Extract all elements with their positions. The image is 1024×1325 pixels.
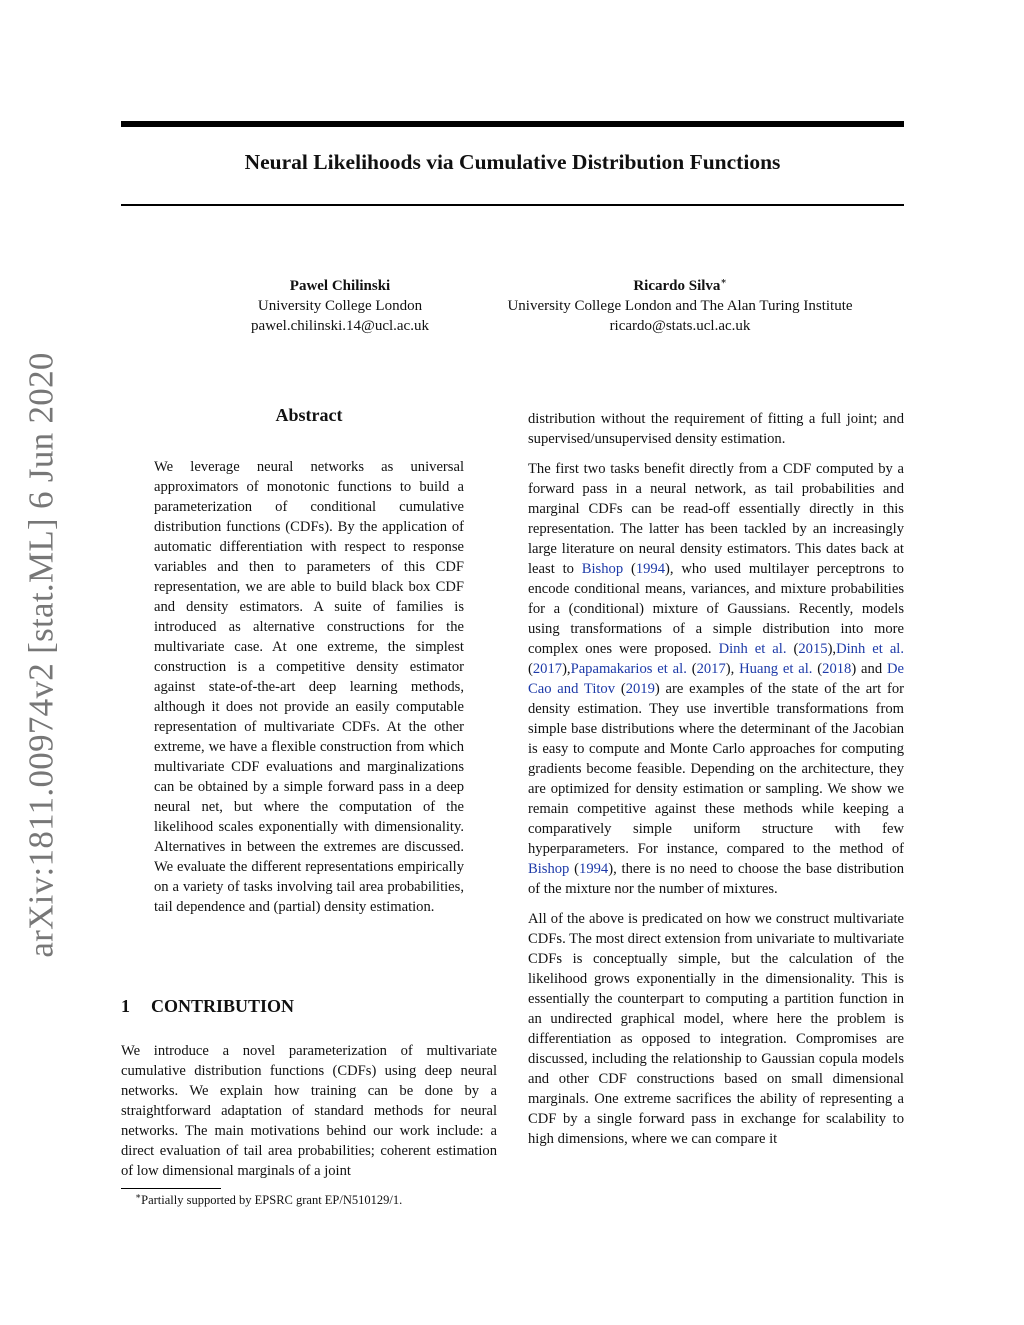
text-run: ) and [851, 661, 887, 677]
text-run: ), [562, 661, 571, 677]
arxiv-stamp [22, 352, 62, 958]
text-run: ), who used multilayer perceptrons to encode conditional means, variances, and mixture probabilities for a (conditional) mixture of Gaussians. Recently, models using transformations of a simple distribution into more complex ones were proposed. [528, 561, 904, 657]
text-run: ( [528, 661, 533, 677]
citation-link[interactable]: 2017 [532, 661, 563, 677]
author-footnote-marker: ∗ [720, 276, 727, 286]
text-run: ), [827, 641, 837, 657]
section-title: CONTRIBUTION [151, 996, 295, 1016]
section-number: 1 [121, 996, 130, 1016]
citation-link[interactable]: Dinh et al. [836, 641, 905, 657]
left-column-paragraph: We introduce a novel parameterization of multivariate cumulative distribution functions (CDFs) using deep neural networks. We explain how training can be done by a straightforward adaptation of standard methods for neural networks. The main motivations behind our work include: a direct evaluation of tail area probabilities; coherent estimation of low dimensional marginals of a joint [121, 1043, 497, 1179]
text-run: ( [786, 641, 799, 657]
citation-link[interactable]: 2017 [696, 661, 726, 677]
citation-link[interactable]: Dinh et al. [718, 641, 787, 657]
right-paragraph-3: All of the above is predicated on how we construct multivariate CDFs. The most direct extension from univariate to multivariate CDFs is conceptually simple, but the calculation of the likelihood grows exponentially in the dimensionality. This is essentially the counterpart to computing a partition function in an undirected graphical model, where here the problem is differentiation as opposed to integration. Compromises are discussed, including the relationship to Gaussian copula models and other CDF constructions based on small dimensional marginals. One extreme sacrifices the ability of representing a CDF by a single forward pass in exchange for scalability to high dimensions, where we can compare it [528, 911, 904, 1147]
text-run: ), [725, 661, 740, 677]
right-paragraph-2 [528, 459, 904, 899]
citation-link[interactable]: Papamakarios et al. [570, 661, 687, 677]
author-name: Pawel Chilinski [289, 278, 391, 294]
author-name: Ricardo Silva [633, 278, 721, 294]
citation-link[interactable]: 2019 [625, 681, 655, 697]
text-run: ( [812, 661, 823, 677]
author-block-2 [470, 276, 890, 336]
author-email: ricardo@stats.ucl.ac.uk [609, 318, 751, 334]
abstract-text: We leverage neural networks as universal approximators of monotonic functions to build a parameterization of conditional cumulative distribution functions (CDFs). By the application of automatic differentiation with respect to response variables and then to parameters of this CDF representation, we are able to build black box CDF and density estimators. A suite of families is introduced as alternative constructions for the multivariate case. At one extreme, the simplest construction is a competitive density estimator against state-of-the-art deep learning methods, although it does not provide an easily computable representation of multivariate CDFs. At the other extreme, we have a flexible construction from which multivariate CDF evaluations and marginalizations can be obtained by a simple forward pass in a deep neural net, but where the computation of the likelihood scales exponentially with dimensionality. Alternatives in between the extremes are discussed. We evaluate the different representations empirically on a variety of tasks involving tail area probabilities, tail dependence and (partial) density estimation. [154, 459, 464, 915]
right-paragraph-1: distribution without the requirement of fitting a full joint; and supervised/unsupervised density estimation. [528, 411, 904, 447]
arxiv-stamp-text: arXiv:1811.00974v2 [stat.ML] 6 Jun 2020 [22, 352, 62, 958]
citation-link[interactable]: De Cao and Titov [528, 661, 904, 697]
citation-link[interactable]: 2015 [798, 641, 828, 657]
text-run: ( [686, 661, 697, 677]
abstract-heading: Abstract [275, 405, 343, 425]
citation-link[interactable]: 2018 [822, 661, 852, 677]
text-run: The first two tasks benefit directly from a CDF computed by a forward pass in a neural network, as tail probabilities and marginal CDFs can be read-off essentially directly in this representation. The latter has been tackled by an increasingly large literature on neural density estimators. This dates back at least to [528, 461, 904, 577]
author-affiliation: University College London and The Alan Turing Institute [507, 298, 853, 314]
citation-link[interactable]: Bishop [528, 861, 570, 877]
author-email: pawel.chilinski.14@ucl.ac.uk [251, 318, 429, 334]
author-block-1 [220, 276, 460, 336]
citation-link[interactable]: 1994 [635, 561, 666, 577]
text-run: ), there is no need to choose the base distribution of the mixture nor the number of mixtures. [528, 861, 904, 897]
title-rule-top [121, 121, 904, 127]
text-run: ) are examples of the state of the art for density estimation. They use invertible transformations from simple base distributions where the determinant of the Jacobian is easy to compute and Monte Carlo approaches for computing gradients become feasible. Depending on the architecture, they are optimized for density estimation or sampling. We show we remain competitive against these methods while keeping a comparatively simple uniform structure with few hyperparameters. For instance, compared to the method of [528, 681, 905, 857]
text-run: ( [623, 561, 636, 577]
footnote: ∗Partially supported by EPSRC grant EP/N510129/1. [135, 1190, 403, 1207]
author-name-line [470, 276, 890, 296]
text-run: ( [615, 681, 626, 697]
footnote-text: Partially supported by EPSRC grant EP/N510129/1. [141, 1193, 403, 1207]
citation-link[interactable]: Bishop [581, 561, 624, 577]
paper-title: Neural Likelihoods via Cumulative Distribution Functions [244, 150, 781, 174]
title-rule-bottom [121, 204, 904, 206]
section-heading [121, 996, 501, 1017]
citation-link[interactable]: 1994 [579, 861, 609, 877]
citation-link[interactable]: Huang et al. [739, 661, 813, 677]
text-run: ( [569, 861, 580, 877]
footnote-rule [121, 1188, 221, 1189]
author-affiliation: University College London [257, 298, 423, 314]
right-column [528, 409, 904, 1159]
